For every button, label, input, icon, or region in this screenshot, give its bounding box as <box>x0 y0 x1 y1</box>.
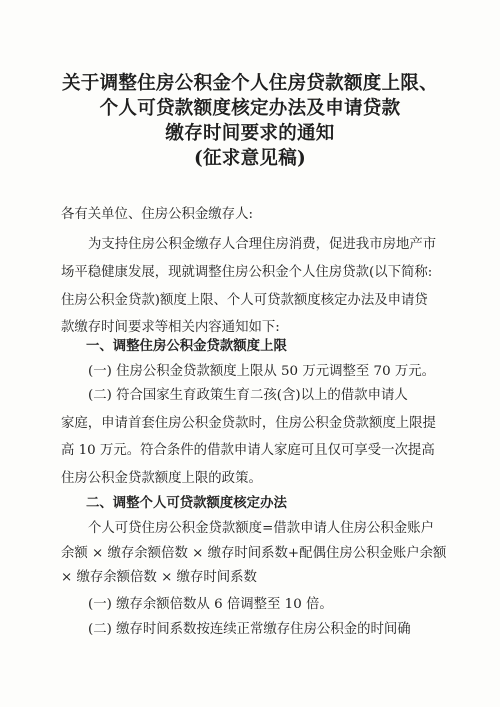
paragraph-line: 个人可贷住房公积金贷款额度=借款申请人住房公积金账户 <box>88 521 434 536</box>
paragraph-line: 高 10 万元。符合条件的借款申请人家庭可且仅可享受一次提高 <box>61 443 435 458</box>
paragraph-line: 场平稳健康发展，现就调整住房公积金个人住房贷款(以下简称: <box>61 265 433 280</box>
paragraph-line: (一) 缴存余额倍数从 6 倍调整至 10 倍。 <box>88 597 333 612</box>
document-title <box>0 71 500 171</box>
paragraph-line: (一) 住房公积金贷款额度上限从 50 万元调整至 70 万元。 <box>88 364 436 379</box>
title-line-2: 个人可贷款额度核定办法及申请贷款 <box>99 98 401 119</box>
paragraph-line: (二) 缴存时间系数按连续正常缴存住房公积金的时间确 <box>88 622 411 637</box>
section-heading: 一、调整住房公积金贷款额度上限 <box>86 338 287 354</box>
paragraph-line: 住房公积金贷款额度上限的政策。 <box>61 471 262 486</box>
paragraph-line: (二) 符合国家生育政策生育二孩(含)以上的借款申请人 <box>88 388 408 403</box>
title-line-1: 关于调整住房公积金个人住房贷款额度上限、 <box>61 73 438 94</box>
paragraph-line: 家庭，申请首套住房公积金贷款时，住房公积金贷款额度上限提 <box>61 416 436 431</box>
paragraph-line: 余额 × 缴存余额倍数 × 缴存时间系数+配偶住房公积金账户余额 <box>61 546 447 561</box>
paragraph-line: 为支持住房公积金缴存人合理住房消费，促进我市房地产市 <box>88 237 437 252</box>
paragraph-line: 款缴存时间要求等相关内容通知如下: <box>61 320 280 335</box>
paragraph-line: 住房公积金贷款)额度上限、个人可贷款额度核定办法及申请贷 <box>61 293 428 308</box>
salutation: 各有关单位、住房公积金缴存人: <box>61 207 253 222</box>
title-line-3: 缴存时间要求的通知 <box>165 123 335 144</box>
title-line-4: (征求意见稿) <box>193 148 307 169</box>
paragraph-line: × 缴存余额倍数 × 缴存时间系数 <box>61 570 257 585</box>
section-heading: 二、调整个人可贷款额度核定办法 <box>86 495 287 511</box>
